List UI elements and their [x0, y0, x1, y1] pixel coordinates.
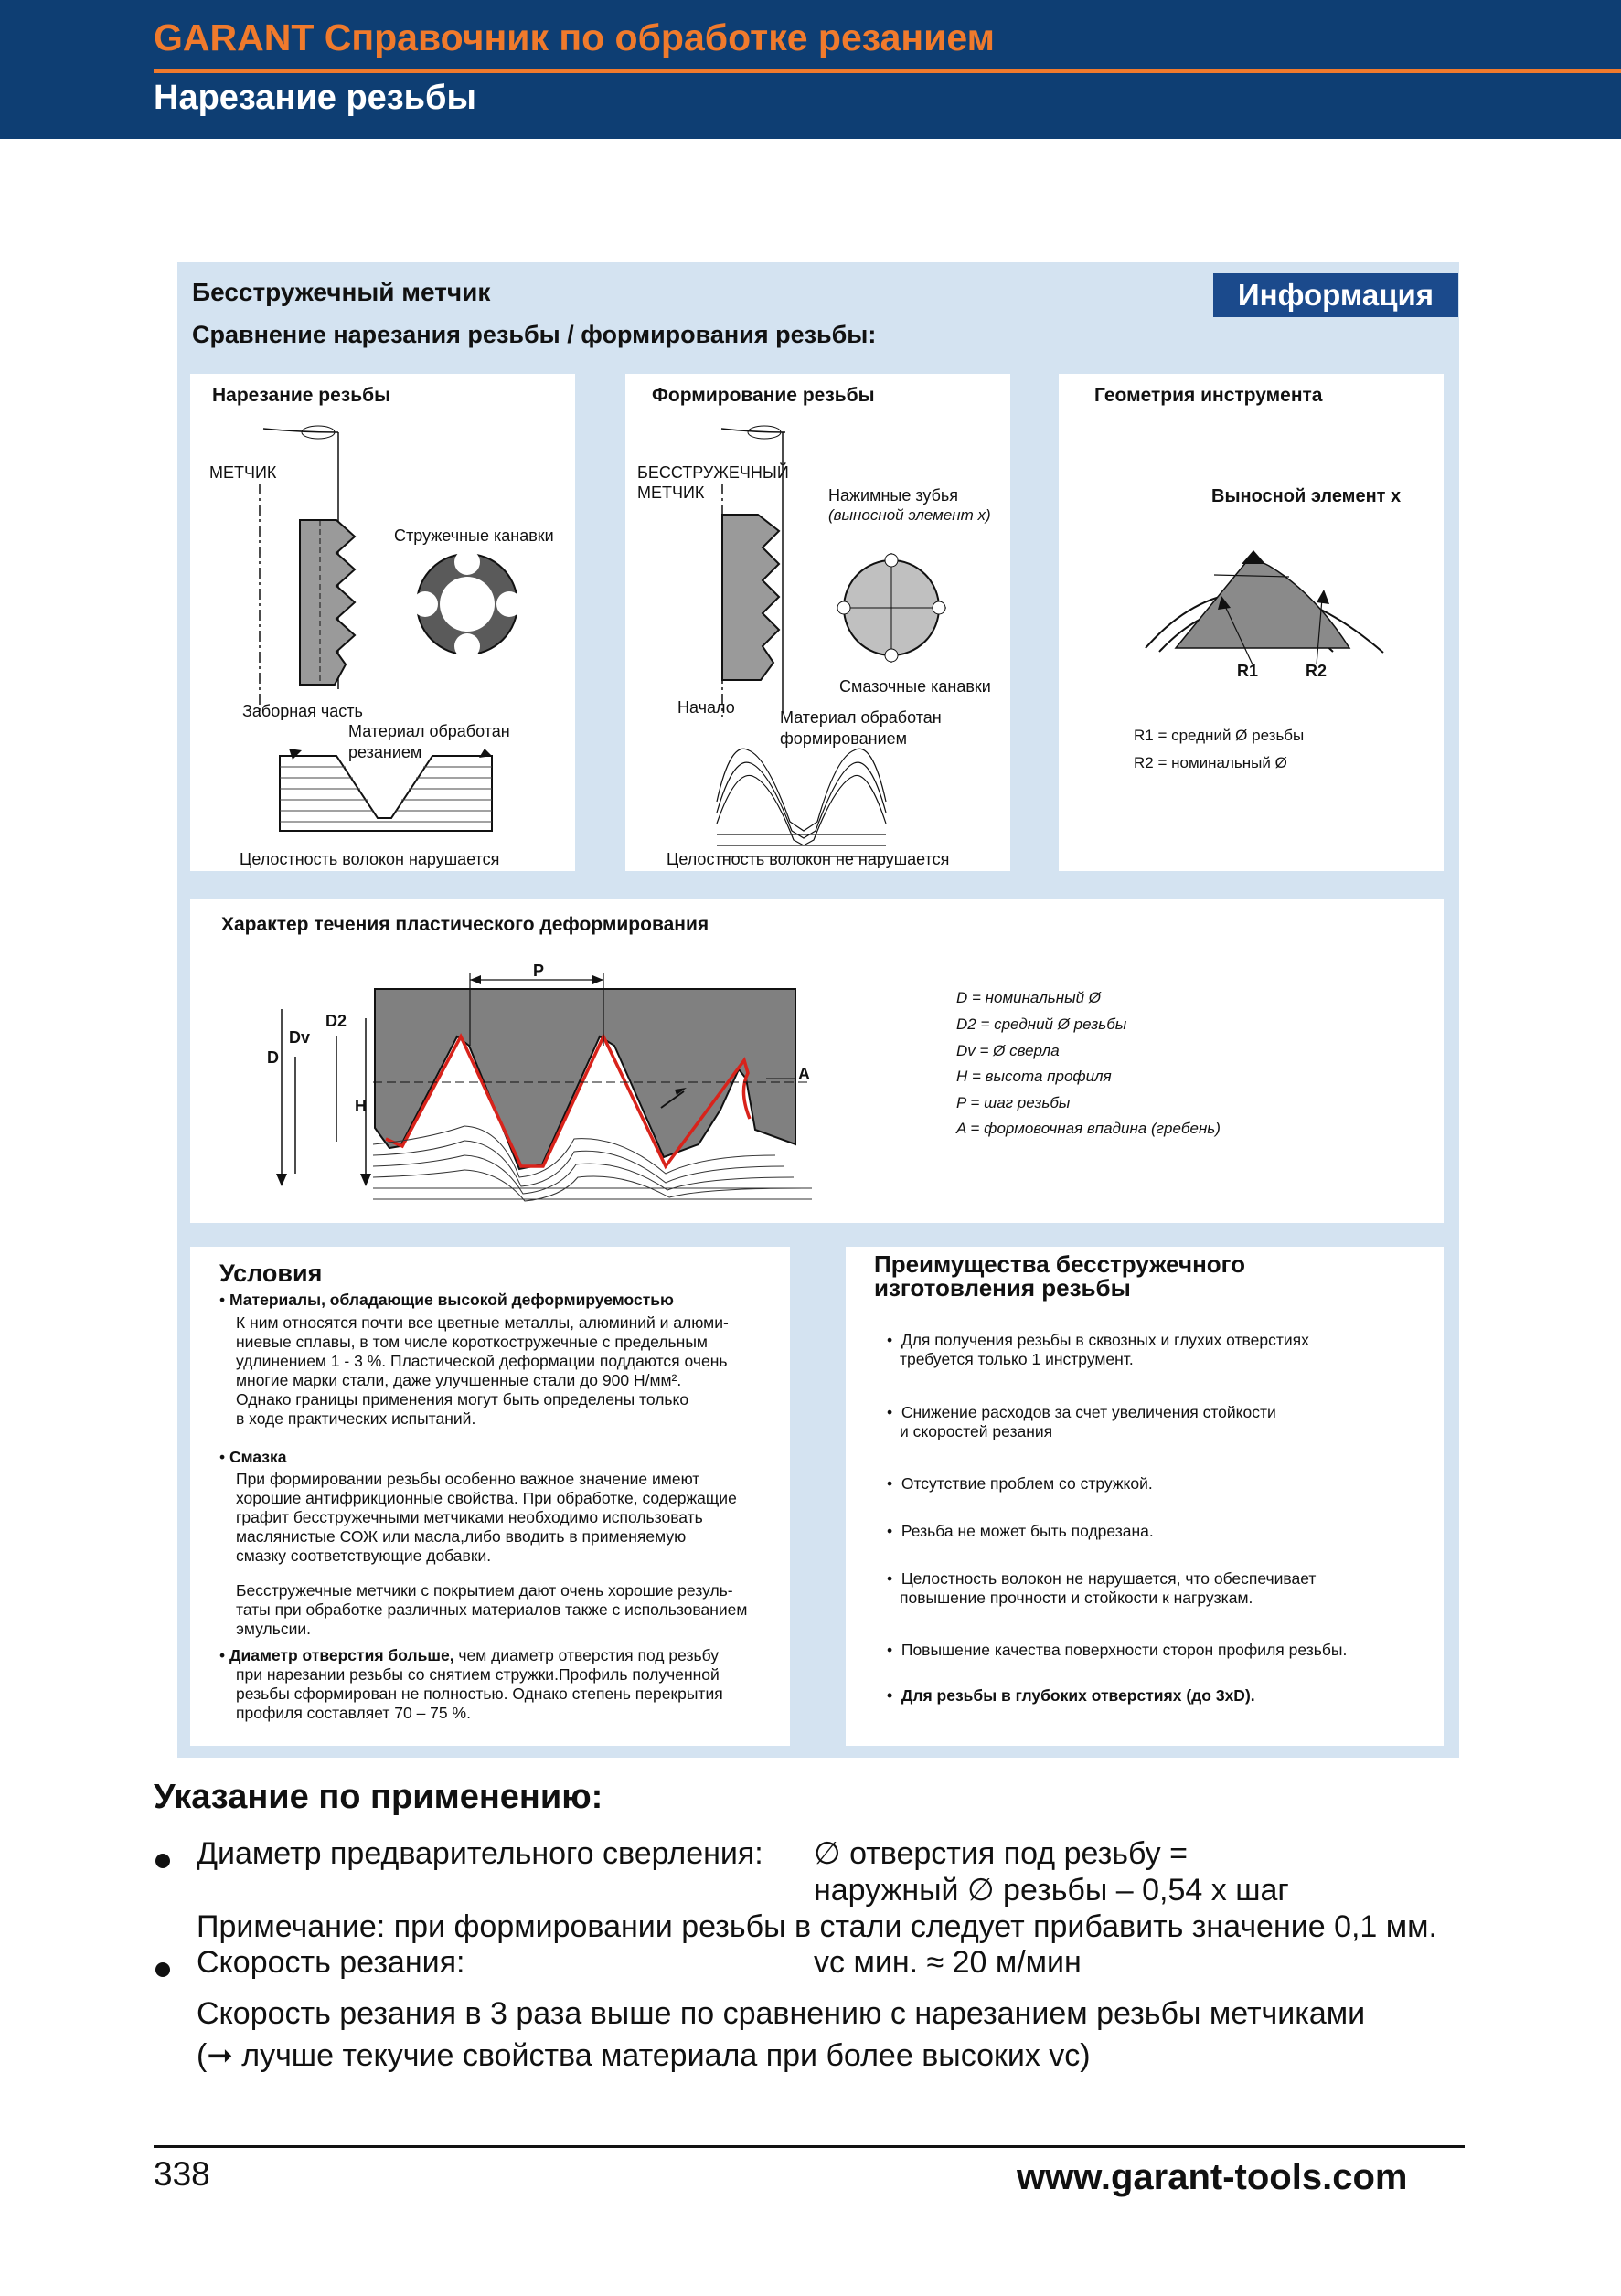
conditions-b3-first: чем диаметр отверстия под резьбу [453, 1646, 719, 1664]
panel-advantages [846, 1247, 1444, 1746]
label-r2: R2 [1306, 662, 1328, 680]
panel-form-title: Формирование резьбы [652, 385, 875, 406]
label-material-form-2: формированием [780, 729, 908, 748]
advantage-line: Отсутствие проблем со стружкой. [901, 1474, 1153, 1493]
advantage-item: • Для получения резьбы в сквозных и глухих отверстиях требуется только 1 инструмент. [887, 1331, 1309, 1368]
conditions-b1-line: удлинением 1 - 3 %. Пластической деформации поддаются очень [236, 1352, 728, 1370]
note-drill-formula-2: наружный ∅ резьбы – 0,54 x шаг [814, 1873, 1289, 1908]
label-material-cut-1: Материал обработан [348, 722, 510, 740]
conditions-b3-line: при нарезании резьбы со снятием стружки.Профиль полученной [236, 1665, 720, 1684]
info-subtitle: Сравнение нарезания резьбы / формирования резьбы: [192, 321, 877, 348]
plastic-flow-illustration [190, 899, 830, 1223]
label-teeth-1: Нажимные зубья [828, 486, 959, 505]
label-chamfer: Заборная часть [242, 702, 363, 720]
conditions-b3-head: Диаметр отверстия больше, [229, 1646, 454, 1664]
advantage-item: • Снижение расходов за счет увеличения стойкости и скоростей резания [887, 1403, 1276, 1440]
flow-legend-2: D2 = средний Ø резьбы [956, 1015, 1127, 1033]
legend-r1: R1 = средний Ø резьбы [1134, 727, 1305, 744]
label-teeth-2: (выносной элемент x) [828, 506, 991, 524]
label-fluteless-tap-2: МЕТЧИК [637, 484, 705, 502]
label-a: A [798, 1065, 810, 1083]
advantages-title-2: изготовления резьбы [874, 1274, 1131, 1302]
conditions-b1-text [236, 1313, 729, 1429]
label-h: H [355, 1097, 367, 1115]
label-material-cut-2: резанием [348, 743, 422, 761]
info-badge: Информация [1213, 273, 1458, 317]
advantage-line: Для получения резьбы в сквозных и глухих отверстиях [901, 1331, 1309, 1349]
conditions-b1-line: в ходе практических испытаний. [236, 1409, 476, 1428]
advantage-line: Повышение качества поверхности сторон профиля резьбы. [901, 1641, 1348, 1659]
conditions-b3-line: профиля составляет 70 – 75 %. [236, 1704, 471, 1722]
flow-legend-6: A = формовочная впадина (гребень) [956, 1120, 1221, 1137]
conditions-b3-line: резьбы сформирован не полностью. Однако степень перекрытия [236, 1685, 723, 1703]
bullet-icon [155, 1854, 170, 1868]
conditions-b2-line: маслянистые СОЖ или масла,либо вводить в применяемую [236, 1527, 687, 1546]
advantage-item: • Отсутствие проблем со стружкой. [887, 1474, 1153, 1493]
conditions-b2-line: таты при обработке различных материалов также с использованием [236, 1600, 748, 1619]
page-number: 338 [154, 2155, 210, 2193]
label-flutes: Стружечные канавки [394, 526, 554, 545]
conditions-title: Условия [219, 1260, 323, 1287]
note-remark: Примечание: при формировании резьбы в стали следует прибавить значение 0,1 мм. [197, 1909, 1437, 1944]
advantage-line: Целостность волокон не нарушается, что обеспечивает [901, 1569, 1317, 1588]
label-d2: D2 [325, 1012, 347, 1030]
flow-legend-1: D = номинальный Ø [956, 989, 1101, 1006]
advantage-line: повышение прочности и стойкости к нагрузкам. [900, 1589, 1253, 1607]
label-lube-grooves: Смазочные канавки [839, 677, 991, 696]
conditions-b2-line: При формировании резьбы особенно важное значение имеют [236, 1470, 700, 1488]
flow-title: Характер течения пластического деформирования [221, 914, 709, 935]
conditions-b2-line: эмульсии. [236, 1620, 312, 1638]
label-fibers-cut: Целостность волокон нарушается [240, 850, 500, 868]
header-title: GARANT Справочник по обработке резанием [154, 16, 995, 58]
panel-geom-title: Геометрия инструмента [1094, 385, 1323, 406]
advantages-title-1: Преимущества бесстружечного [874, 1250, 1246, 1278]
advantage-line: Снижение расходов за счет увеличения стойкости [901, 1403, 1276, 1421]
conditions-b1-line: К ним относятся почти все цветные металлы, алюминий и алюми- [236, 1313, 729, 1332]
conditions-b2-head: Смазка [229, 1448, 287, 1466]
conditions-b1-line: многие марки стали, даже улучшенные стали до 900 Н/мм². [236, 1371, 682, 1389]
label-start: Начало [677, 698, 735, 717]
advantage-item: • Резьба не может быть подрезана. [887, 1522, 1154, 1540]
note-speed-label: Скорость резания: [197, 1945, 465, 1980]
advantage-line: Для резьбы в глубоких отверстиях (до 3xD). [901, 1686, 1255, 1705]
header-subtitle: Нарезание резьбы [154, 79, 476, 117]
header-divider [154, 69, 1621, 73]
conditions-b2-line: графит бесстружечными метчиками необходимо использовать [236, 1508, 703, 1526]
advantage-item: • Для резьбы в глубоких отверстиях (до 3xD). [887, 1686, 1255, 1705]
advantage-item: • Целостность волокон не нарушается, что обеспечивает повышение прочности и стойкости к нагрузкам. [887, 1569, 1317, 1607]
conditions-b2-text-2 [236, 1581, 747, 1639]
flow-legend-5: P = шаг резьбы [956, 1094, 1071, 1111]
note-title: Указание по применению: [154, 1778, 603, 1816]
conditions-b2-line: хорошие антифрикционные свойства. При обработке, содержащие [236, 1489, 737, 1507]
note-drill-formula-1: ∅ отверстия под резьбу = [814, 1836, 1188, 1871]
label-p: P [533, 962, 545, 980]
legend-r2: R2 = номинальный Ø [1134, 754, 1287, 771]
panel-cut-title: Нарезание резьбы [212, 385, 391, 406]
label-material-form-1: Материал обработан [780, 708, 942, 727]
conditions-b1-head: Материалы, обладающие высокой деформируемостью [229, 1291, 674, 1309]
note-speed-reason: (➞ лучше текучие свойства материала при более высоких vc) [197, 2038, 1091, 2073]
conditions-b2-text [236, 1470, 737, 1566]
advantage-line: требуется только 1 инструмент. [900, 1350, 1134, 1368]
flow-legend-3: Dv = Ø сверла [956, 1042, 1060, 1059]
bullet-icon [155, 1962, 170, 1977]
label-dv: Dv [289, 1028, 311, 1047]
info-title: Бесстружечный метчик [192, 278, 491, 306]
geometry-illustration [1059, 374, 1444, 871]
conditions-b2-line: Бесстружечные метчики с покрытием дают очень хорошие резуль- [236, 1581, 733, 1600]
conditions-b1-line: Однако границы применения могут быть определены только [236, 1390, 689, 1408]
advantage-item: • Повышение качества поверхности сторон профиля резьбы. [887, 1641, 1348, 1659]
advantage-line: и скоростей резания [900, 1422, 1053, 1440]
note-speed-comparison: Скорость резания в 3 раза выше по сравнению с нарезанием резьбы метчиками [197, 1996, 1366, 2031]
label-detail-x: Выносной элемент x [1211, 486, 1402, 506]
forming-tap-illustration [625, 374, 1010, 871]
advantage-line: Резьба не может быть подрезана. [901, 1522, 1154, 1540]
label-fibers-form: Целостность волокон не нарушается [667, 850, 950, 868]
conditions-b2-line: смазку соответствующие добавки. [236, 1547, 492, 1565]
label-d: D [267, 1048, 279, 1067]
note-drill-label: Диаметр предварительного сверления: [197, 1836, 763, 1871]
label-fluteless-tap-1: БЕССТРУЖЕЧНЫЙ [637, 463, 789, 482]
label-tap: МЕТЧИК [209, 463, 277, 482]
conditions-bullet-2: • Смазка [219, 1448, 287, 1466]
conditions-b1-line: ниевые сплавы, в том числе короткостружечные с предельным [236, 1333, 708, 1351]
conditions-bullet-1: • Материалы, обладающие высокой деформируемостью [219, 1291, 674, 1309]
cutting-tap-illustration [190, 374, 575, 871]
conditions-b3-text [236, 1665, 723, 1723]
footer-website-link[interactable]: www.garant-tools.com [1017, 2157, 1408, 2197]
conditions-bullet-3: • Диаметр отверстия больше, чем диаметр отверстия под резьбу [219, 1646, 719, 1664]
note-speed-value: vc мин. ≈ 20 м/мин [814, 1945, 1082, 1980]
flow-legend-4: H = высота профиля [956, 1068, 1112, 1085]
footer-divider [154, 2145, 1465, 2148]
label-r1: R1 [1237, 662, 1259, 680]
